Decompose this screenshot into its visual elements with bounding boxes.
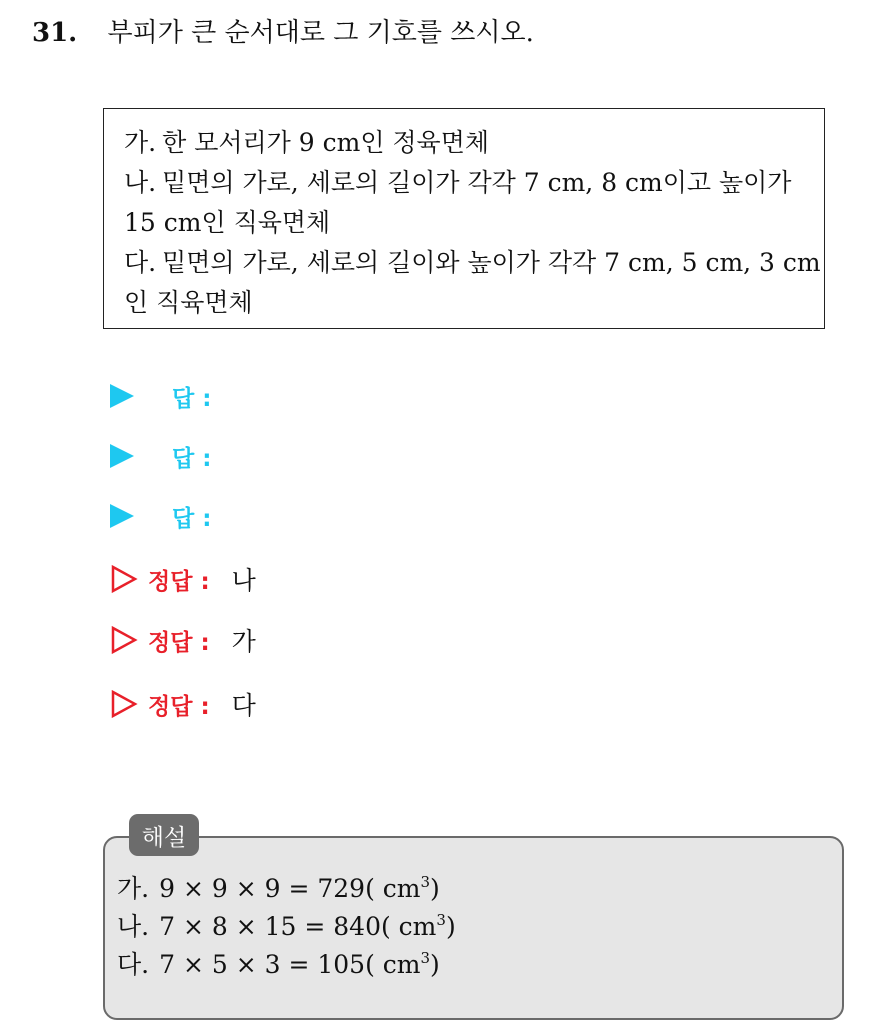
condition-text: 인 직육면체: [124, 288, 253, 317]
condition-label: 다.: [124, 248, 157, 277]
outline-triangle-icon: [110, 565, 138, 593]
explanation-close: ): [430, 950, 440, 979]
play-icon: [110, 384, 134, 408]
condition-line: [124, 123, 806, 163]
correct-answer-row: [110, 622, 256, 658]
correct-answer-row: [110, 686, 256, 722]
outline-triangle-icon: [110, 626, 138, 654]
condition-line: [124, 163, 806, 203]
condition-label: 가.: [124, 128, 157, 157]
condition-label: 나.: [124, 168, 157, 197]
explanation-exponent: 3: [420, 949, 431, 967]
play-icon: [110, 504, 134, 528]
condition-text: 한 모서리가 9 cm인 정육면체: [162, 128, 490, 157]
question-header: [32, 12, 534, 49]
explanation-close: ): [430, 874, 440, 903]
correct-answer-label: 정답 :: [148, 693, 210, 720]
outline-triangle-icon: [110, 690, 138, 718]
correct-answer-row: [110, 561, 256, 597]
correct-answer-label: 정답 :: [148, 568, 210, 595]
play-icon: [110, 444, 134, 468]
explanation-tag: 해설: [129, 814, 199, 856]
correct-answer-value: 나: [231, 566, 256, 595]
condition-text: 15 cm인 직육면체: [124, 208, 331, 237]
explanation-line: [117, 946, 456, 984]
explanation-expression: 7 × 5 × 3 = 105( cm: [159, 950, 421, 979]
explanation-expression: 7 × 8 × 15 = 840( cm: [159, 912, 437, 941]
explanation-line: [117, 870, 456, 908]
correct-answer-value: 다: [231, 691, 256, 720]
condition-line: [124, 283, 806, 323]
explanation-exponent: 3: [436, 911, 446, 929]
answer-row: [110, 378, 211, 414]
question-text: 부피가 큰 순서대로 그 기호를 쓰시오.: [107, 18, 534, 48]
answer-label: 답 :: [172, 385, 212, 412]
answer-row: [110, 438, 211, 474]
explanation-label: 나.: [117, 912, 150, 941]
explanation-label: 다.: [117, 950, 150, 979]
conditions-box: [103, 108, 825, 329]
explanation-line: [117, 908, 456, 946]
condition-text: 밑면의 가로, 세로의 길이와 높이가 각각 7 cm, 5 cm, 3 cm: [162, 248, 821, 277]
explanation-close: ): [445, 912, 456, 941]
explanation-label: 가.: [117, 874, 150, 903]
condition-text: 밑면의 가로, 세로의 길이가 각각 7 cm, 8 cm이고 높이가: [162, 168, 792, 197]
condition-line: [124, 203, 806, 243]
correct-answer-value: 가: [231, 627, 256, 656]
answer-row: [110, 498, 211, 534]
correct-answer-label: 정답 :: [148, 629, 210, 656]
answer-label: 답 :: [172, 445, 212, 472]
explanation-lines: [117, 870, 456, 984]
explanation-expression: 9 × 9 × 9 = 729( cm: [159, 874, 421, 903]
condition-line: [124, 243, 821, 283]
explanation-exponent: 3: [420, 873, 431, 891]
answer-label: 답 :: [172, 505, 212, 532]
question-number: 31.: [32, 18, 78, 48]
